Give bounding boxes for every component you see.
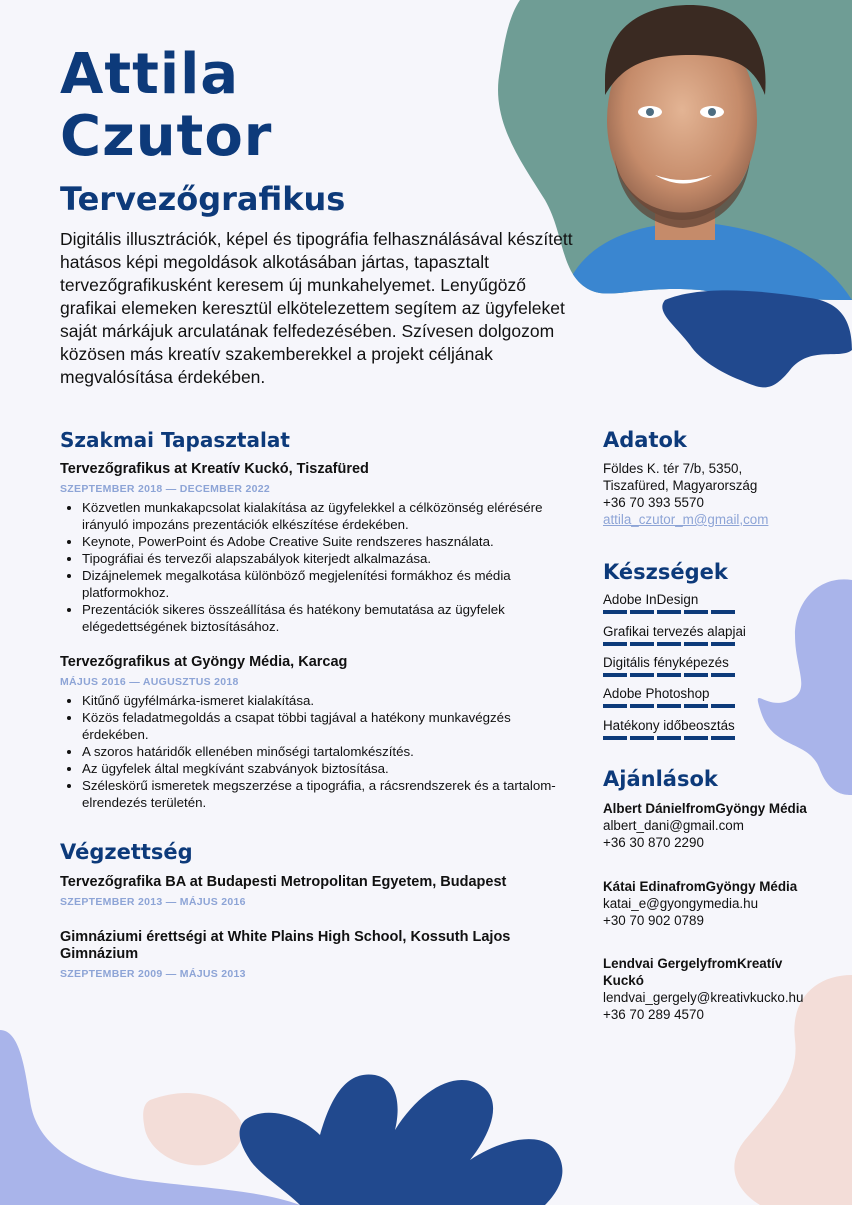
bullet-item: • Közvetlen munkakapcsolat kialakítása az ügyfelekkel a célközönség elérésére irányuló impozáns prezentációk elkészítése érdekében.: [82, 499, 580, 533]
first-name: Attila: [60, 42, 240, 107]
phone-number: +36 70 393 5570: [603, 495, 704, 510]
reference-email: lendvai_gergely@kreativkucko.hu: [603, 990, 804, 1005]
reference-phone: +36 30 870 2290: [603, 835, 704, 850]
bullet-item: • Kitűnő ügyfélmárka-ismeret kialakítása.: [82, 692, 580, 709]
skill-label: Hatékony időbeosztás: [603, 718, 735, 733]
skills-heading: Készségek: [603, 560, 728, 584]
experience-heading: Szakmai Tapasztalat: [60, 428, 290, 452]
reference-item: [603, 878, 823, 929]
bullet-item: • Prezentációk sikeres összeállítása és hatékony bemutatása az ügyfelek elégedettségének biztosításához.: [82, 601, 580, 635]
reference-name: Albert DánielfromGyöngy Média: [603, 801, 807, 816]
reference-item: [603, 800, 823, 851]
bullet-item: • Közös feladatmegoldás a csapat többi tagjával a hatékony munkavégzés érdekében.: [82, 709, 580, 743]
skill-level-bar: [603, 610, 735, 614]
bullet-item: • A szoros határidők ellenében minőségi tartalomkészítés.: [82, 743, 580, 760]
experience-title: Tervezőgrafikus at Kreatív Kuckó, Tiszafüred: [60, 461, 369, 477]
education-title: Gimnáziumi érettségi at White Plains High School, Kossuth Lajos Gimnázium: [60, 929, 511, 962]
education-dates: SZEPTEMBER 2013 — MÁJUS 2016: [60, 896, 246, 908]
reference-phone: +36 70 289 4570: [603, 1007, 704, 1022]
references-heading: Ajánlások: [603, 767, 718, 791]
bullet-item: • Keynote, PowerPoint és Adobe Creative Suite rendszeres használata.: [82, 533, 580, 550]
skill-label: Adobe Photoshop: [603, 686, 710, 701]
job-title: Tervezőgrafikus: [60, 180, 346, 218]
skill-item: [603, 686, 735, 708]
address-line: Tiszafüred, Magyarország: [603, 478, 758, 493]
bullet-item: • Széleskörű ismeretek megszerzése a tipográfia, a rácsrendszerek és a tartalom-elrendezés területén.: [82, 777, 580, 811]
address-line: Földes K. tér 7/b, 5350,: [603, 461, 743, 476]
candidate-name: [60, 44, 272, 168]
skill-level-bar: [603, 642, 746, 646]
experience-bullets: [60, 499, 580, 635]
skill-item: [603, 592, 735, 614]
contact-details: [603, 460, 768, 528]
contact-heading: Adatok: [603, 428, 687, 452]
reference-name: Lendvai GergelyfromKreatív Kuckó: [603, 956, 783, 988]
skill-level-bar: [603, 736, 735, 740]
education-dates: SZEPTEMBER 2009 — MÁJUS 2013: [60, 968, 246, 980]
reference-name: Kátai EdinafromGyöngy Média: [603, 879, 798, 894]
reference-phone: +30 70 902 0789: [603, 913, 704, 928]
experience-bullets: [60, 692, 580, 811]
education-title: Tervezőgrafika BA at Budapesti Metropolitan Egyetem, Budapest: [60, 874, 507, 890]
skill-label: Digitális fényképezés: [603, 655, 729, 670]
experience-dates: MÁJUS 2016 — AUGUSZTUS 2018: [60, 676, 239, 688]
last-name: Czutor: [60, 104, 273, 169]
education-heading: Végzettség: [60, 840, 193, 864]
skill-item: [603, 624, 746, 646]
skill-label: Adobe InDesign: [603, 592, 699, 607]
email-link[interactable]: attila_czutor_m@gmail,com: [603, 512, 769, 527]
reference-email: katai_e@gyongymedia.hu: [603, 896, 759, 911]
profile-summary: Digitális illusztrációk, képel és tipográfia felhasználásával készített hatásos képi megoldások alkotásában jártas, tapasztalt tervezőgrafikusként keresem új munkahelyemet. Lenyűgöző grafikai elemeken keresztül elkötelezettem segítem az ügyfeleket saját márkájuk arculatának felfedezésében. Szívesen dolgozom közösen más kreatív szakemberekkel a projekt céljának megvalósítása érdekében.: [60, 229, 573, 387]
skill-item: [603, 718, 735, 740]
skill-label: Grafikai tervezés alapjai: [603, 624, 746, 639]
experience-item: [60, 654, 580, 811]
education-item: [60, 929, 580, 980]
skill-item: [603, 655, 735, 677]
bullet-item: • Tipográfiai és tervezői alapszabályok kiterjedt alkalmazása.: [82, 550, 580, 567]
reference-email: albert_dani@gmail.com: [603, 818, 744, 833]
experience-dates: SZEPTEMBER 2018 — DECEMBER 2022: [60, 483, 271, 495]
education-item: [60, 874, 580, 908]
experience-title: Tervezőgrafikus at Gyöngy Média, Karcag: [60, 654, 348, 670]
bullet-item: • Dizájnelemek megalkotása különböző megjelenítési formákhoz és média platformokhoz.: [82, 567, 580, 601]
experience-item: [60, 461, 580, 635]
skill-level-bar: [603, 673, 735, 677]
skill-level-bar: [603, 704, 735, 708]
reference-item: [603, 955, 823, 1023]
bullet-item: • Az ügyfelek által megkívánt szabványok biztosítása.: [82, 760, 580, 777]
